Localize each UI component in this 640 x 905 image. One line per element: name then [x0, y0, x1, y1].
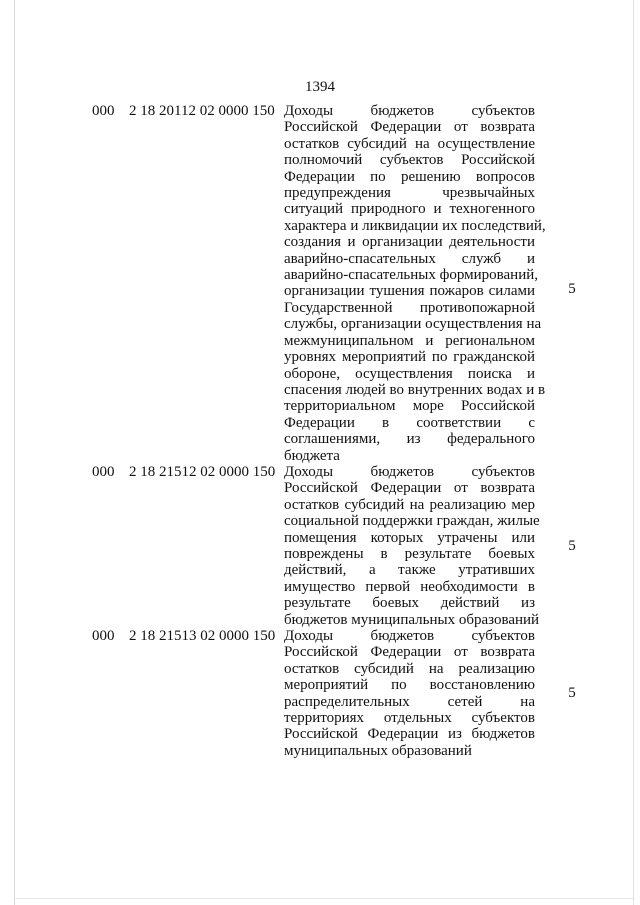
description-line: аварийно-спасательных служб и: [284, 250, 535, 267]
description-line: результате боевых действий из: [284, 595, 535, 612]
description-line: помещения которых утрачены или: [284, 529, 535, 546]
description-line: обороне, осуществления поиска и: [284, 365, 535, 382]
description-line: мероприятий по восстановлению: [284, 677, 535, 694]
description-line: остатков субсидий на реализацию: [284, 660, 535, 677]
description-line: создания и организации деятельности: [284, 234, 535, 251]
description-line: Федерации по решению вопросов: [284, 168, 535, 185]
budget-code-table: [0, 103, 640, 759]
description-line: Доходы бюджетов субъектов: [284, 628, 535, 644]
description-line: полномочий субъектов Российской: [284, 152, 535, 169]
table-row: [0, 628, 640, 759]
budget-classification-code: 2 18 20112 02 0000 150: [129, 103, 275, 119]
description-line: ситуаций природного и техногенного: [284, 201, 535, 218]
description-line: Российской Федерации от возврата: [284, 480, 535, 497]
description-line: уровнях мероприятий по гражданской: [284, 349, 535, 366]
description-line: бюджетов муниципальных образований: [284, 611, 540, 628]
admin-code: 000: [92, 463, 115, 480]
admin-code: 000: [92, 628, 115, 644]
admin-code: 000: [92, 103, 115, 119]
description-line: Доходы бюджетов субъектов: [284, 103, 535, 119]
description-line: остатков субсидий на осуществление: [284, 135, 535, 152]
budget-classification-code: 2 18 21512 02 0000 150: [129, 463, 276, 480]
description-line: Российской Федерации из бюджетов: [284, 726, 535, 743]
scan-edge-bottom: [14, 898, 634, 899]
description-line: аварийно-спасательных формирований,: [284, 267, 539, 284]
description-line: социальной поддержки граждан, жилые: [284, 513, 540, 530]
description-line: Российской Федерации от возврата: [284, 644, 535, 661]
description-line: действий, а также утративших: [284, 562, 535, 579]
description-line: спасения людей во внутренних водах и в: [284, 381, 546, 398]
description-line: службы, организации осуществления на: [284, 316, 542, 333]
description-line: имущество первой необходимости в: [284, 578, 535, 595]
table-row: [0, 103, 640, 464]
amount-value: 5: [568, 537, 576, 554]
description-line: муниципальных образований: [284, 742, 472, 759]
description-line: территориях отдельных субъектов: [284, 710, 535, 727]
budget-classification-code: 2 18 21513 02 0000 150: [129, 628, 276, 644]
description-line: характера и ликвидации их последствий,: [284, 217, 546, 234]
description-line: организации тушения пожаров силами: [284, 283, 535, 300]
description-line: Федерации в соответствии с: [284, 414, 535, 431]
income-description: [284, 463, 540, 628]
description-line: распределительных сетей на: [284, 693, 535, 710]
income-description: [284, 628, 535, 759]
description-line: соглашениями, из федерального: [284, 431, 535, 448]
description-line: предупреждения чрезвычайных: [284, 185, 535, 202]
description-line: Российской Федерации от возврата: [284, 119, 535, 136]
description-line: Государственной противопожарной: [284, 299, 535, 316]
income-description: [284, 103, 546, 464]
table-row: [0, 464, 640, 628]
amount-value: 5: [568, 685, 576, 701]
description-line: повреждены в результате боевых: [284, 545, 535, 562]
amount-value: 5: [568, 281, 576, 297]
description-line: Доходы бюджетов субъектов: [284, 463, 535, 480]
description-line: межмуниципальном и региональном: [284, 332, 535, 349]
page-number: 1394: [305, 79, 335, 95]
description-line: бюджета: [284, 447, 340, 464]
description-line: территориальном море Российской: [284, 398, 535, 415]
description-line: остатков субсидий на реализацию мер: [284, 496, 535, 513]
